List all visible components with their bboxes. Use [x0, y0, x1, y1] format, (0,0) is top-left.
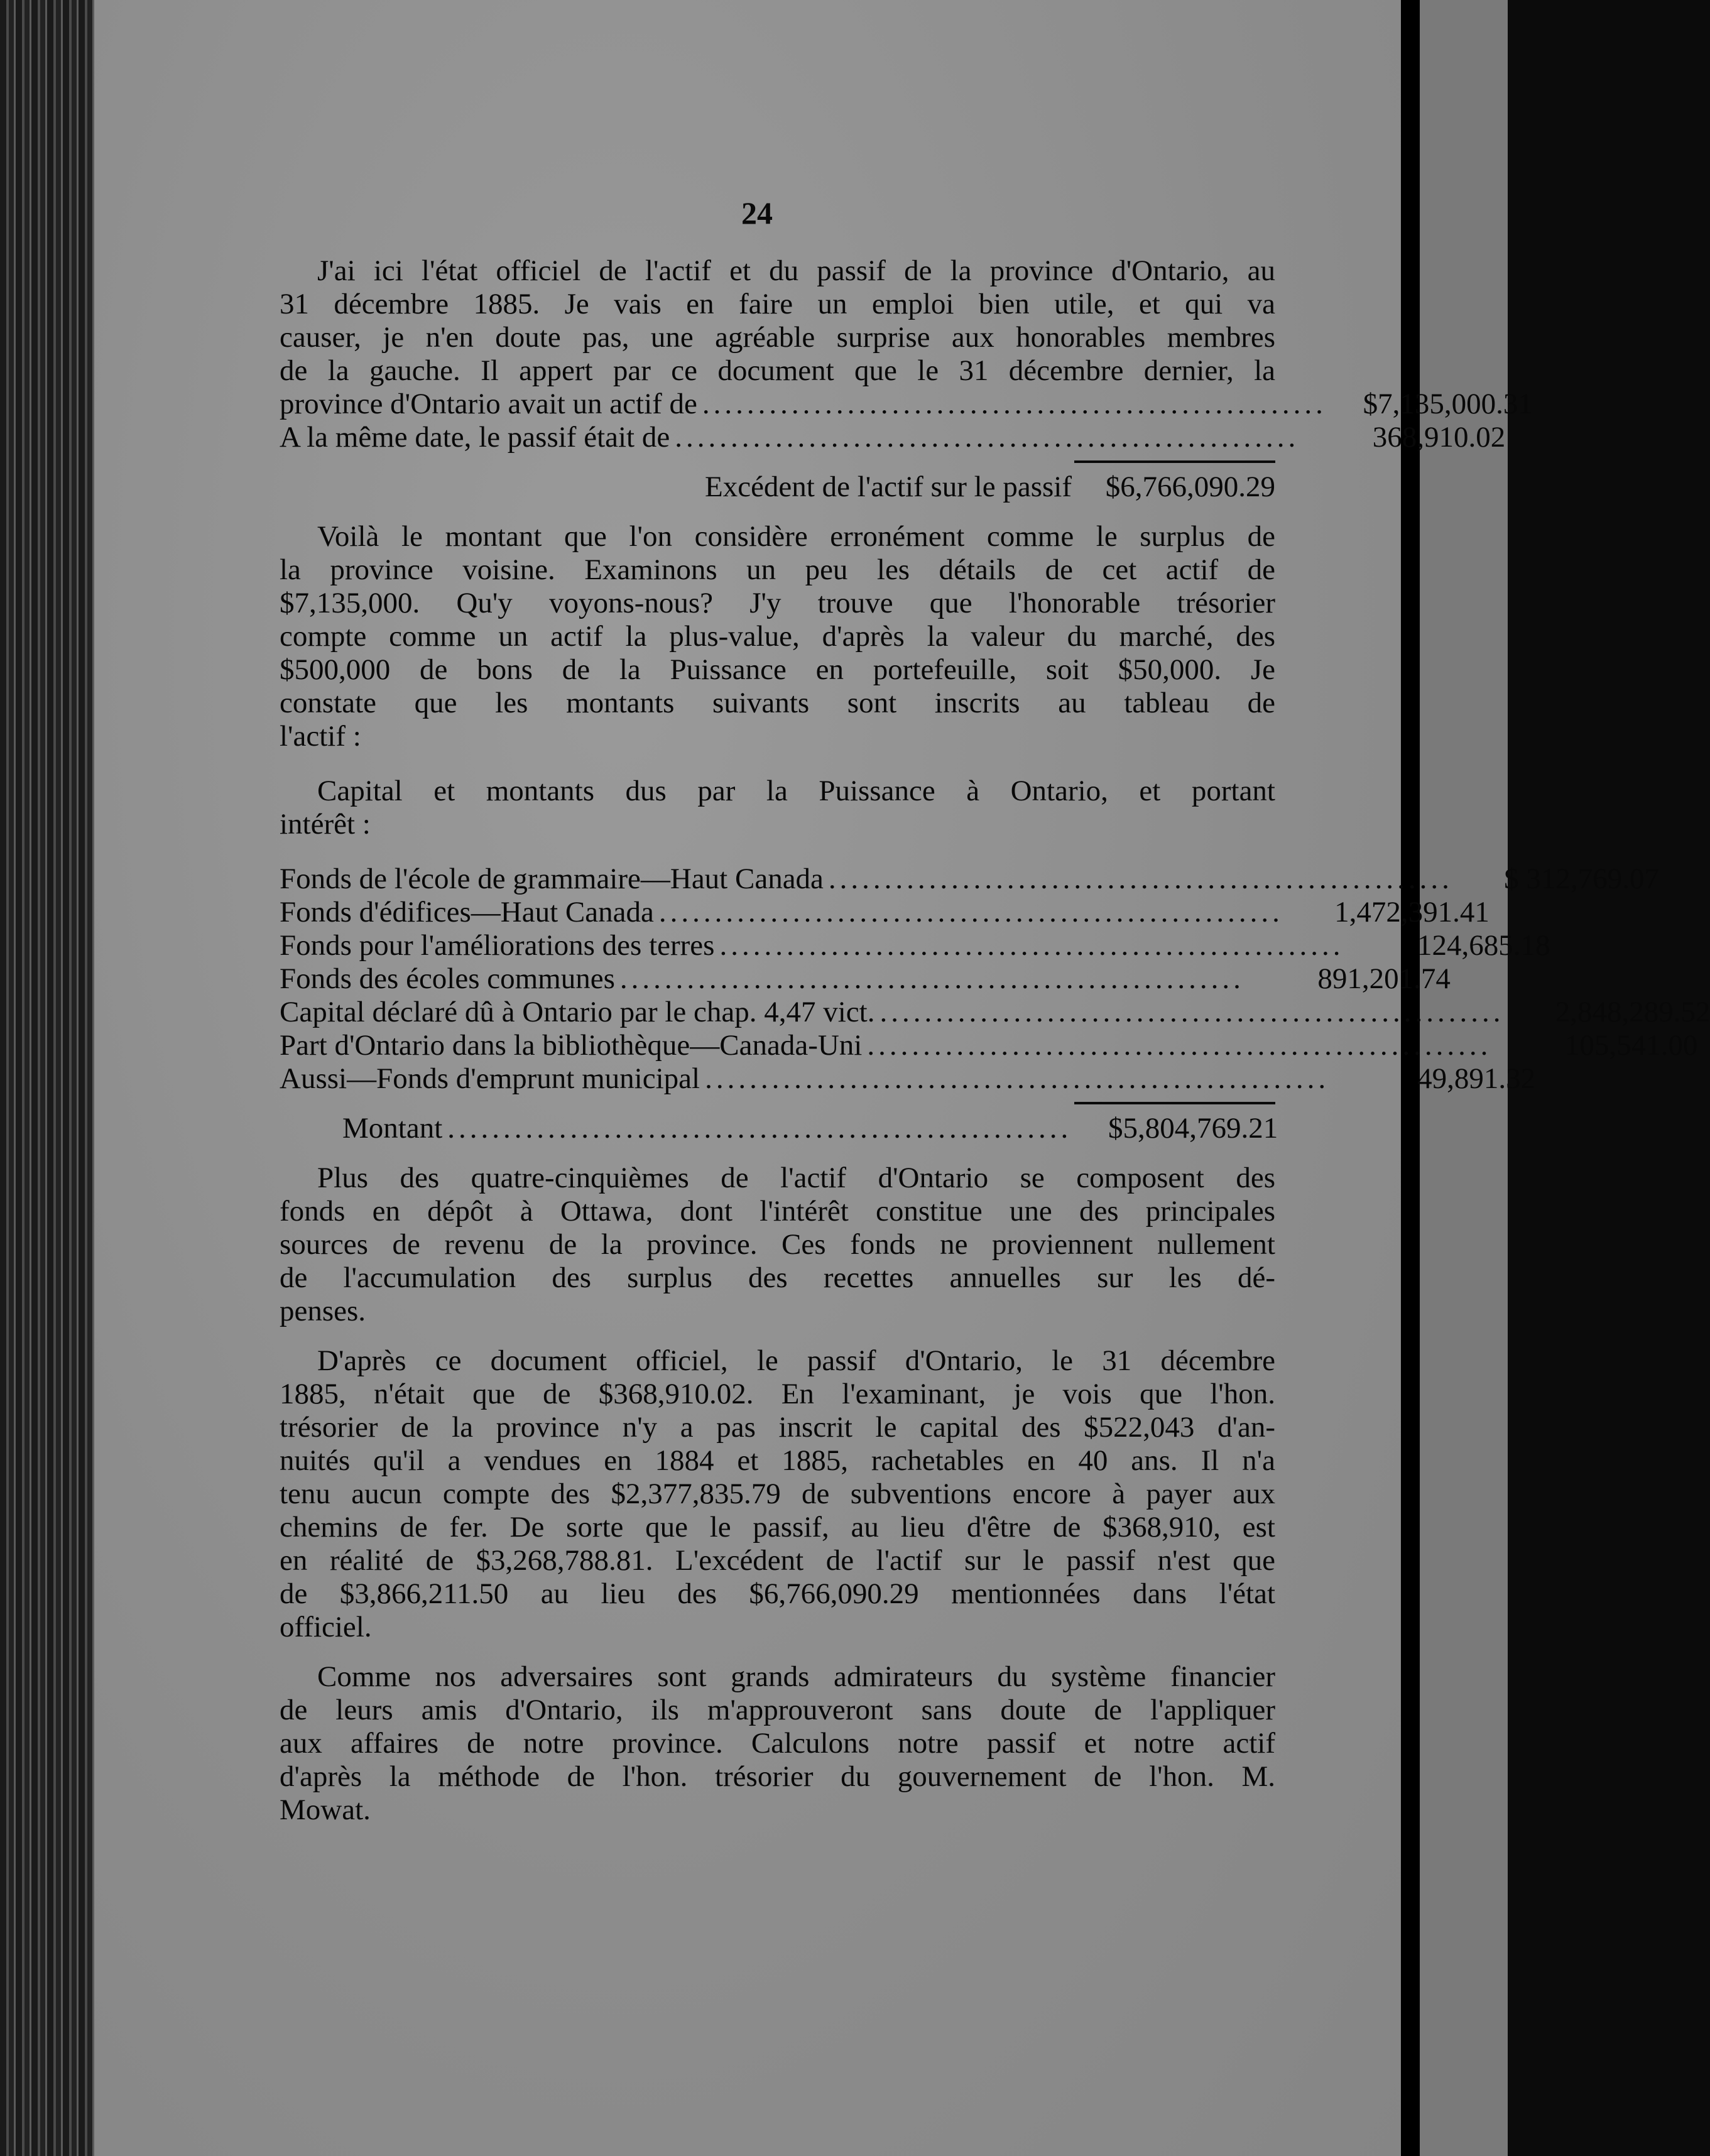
text-line: de $3,866,211.50 au lieu des $6,766,090.29 mentionnées dans l'état — [280, 1577, 1275, 1610]
text-line: la province voisine. Examinons un peu les détails de cet actif de — [280, 553, 1275, 586]
table-row — [280, 929, 1550, 962]
fund-label: Fonds pour l'améliorations des terres — [280, 929, 715, 962]
leader-dots: ........................................................ — [675, 421, 1300, 454]
fund-amount: 2,848,289.52 — [1555, 996, 1710, 1028]
text-line: sources de revenu de la province. Ces fonds ne proviennent nullement — [280, 1228, 1275, 1261]
text-line: Capital et montants dus par la Puissance à Ontario, et portant — [317, 775, 1275, 807]
fund-amount: 124,685.18 — [1417, 929, 1550, 962]
leader-dots: ........................................................ — [880, 996, 1505, 1028]
page-number: 24 — [741, 195, 773, 231]
text-line: 1885, n'était que de $368,910.02. En l'examinant, je vois que l'hon. — [280, 1378, 1275, 1410]
text-line: chemins de fer. De sorte que le passif, au lieu d'être de $368,910, est — [280, 1511, 1275, 1544]
text-line: J'ai ici l'état officiel de l'actif et du passif de la province d'Ontario, au — [317, 254, 1275, 287]
text-line: de l'accumulation des surplus des recettes annuelles sur les dé- — [280, 1261, 1275, 1294]
capital-heading — [280, 775, 1275, 841]
text-line: Plus des quatre-cinquièmes de l'actif d'Ontario se composent des — [317, 1162, 1275, 1194]
passif-row — [280, 421, 1506, 454]
text-line: tenu aucun compte des $2,377,835.79 de subventions encore à payer aux — [280, 1478, 1275, 1510]
sum-rule — [1074, 460, 1275, 463]
leader-dots: ........................................................ — [867, 1029, 1492, 1062]
leader-dots: ........................................................ — [658, 896, 1283, 928]
text-line: aux affaires de notre province. Calculons notre passif et notre actif — [280, 1727, 1275, 1760]
passif-label: A la même date, le passif était de — [280, 421, 670, 454]
fund-label: Aussi—Fonds d'emprunt municipal — [280, 1062, 700, 1095]
table-row — [280, 962, 1451, 996]
montant-label: Montant — [342, 1112, 443, 1145]
excedent-label: Excédent de l'actif sur le passif — [705, 471, 1072, 503]
text-line: compte comme un actif la plus-value, d'après la valeur du marché, des — [280, 620, 1275, 653]
leader-dots: ........................................................ — [619, 962, 1244, 995]
text-line: Mowat. — [280, 1794, 371, 1826]
text-line: Comme nos adversaires sont grands admirateurs du système financier — [317, 1660, 1275, 1693]
fund-amount: 891,201.74 — [1317, 962, 1451, 995]
leader-dots: ........................................................ — [447, 1112, 1072, 1145]
fund-label: Part d'Ontario dans la bibliothèque—Canada-Uni — [280, 1029, 863, 1062]
paragraph-voila — [280, 520, 1275, 753]
table-row — [280, 996, 1710, 1029]
actif-row — [280, 388, 1533, 421]
table-row — [280, 896, 1489, 929]
passif-amount: 368,910.02 — [1372, 421, 1506, 454]
text-line: d'après la méthode de l'hon. trésorier du gouvernement de l'hon. M. — [280, 1760, 1275, 1793]
fund-label: Fonds de l'école de grammaire—Haut Canada — [280, 863, 824, 895]
text-line: l'actif : — [280, 720, 361, 753]
leader-dots: ........................................................ — [719, 929, 1344, 962]
paragraph-passif — [280, 1344, 1275, 1644]
table-row — [280, 1062, 1536, 1096]
text-line: $500,000 de bons de la Puissance en portefeuille, soit $50,000. Je — [280, 653, 1275, 686]
table-row — [280, 1029, 1698, 1062]
fund-label: Capital déclaré dû à Ontario par le chap. 4,47 vict. — [280, 996, 875, 1028]
text-line: $7,135,000. Qu'y voyons-nous? J'y trouve que l'honorable trésorier — [280, 587, 1275, 619]
excedent-row — [280, 471, 1275, 504]
fund-label: Fonds des écoles communes — [280, 962, 615, 995]
text-line: penses. — [280, 1295, 366, 1327]
leader-dots: ........................................................ — [705, 1062, 1330, 1095]
actif-amount: $7,135,000.31 — [1363, 388, 1533, 420]
sum-rule — [1074, 1102, 1275, 1104]
fund-amount: 105,541.00 — [1564, 1029, 1698, 1062]
funds-table — [280, 863, 1710, 1096]
text-line: de leurs amis d'Ontario, ils m'approuveront sans doute de l'appliquer — [280, 1694, 1275, 1726]
page-body — [280, 254, 1710, 1827]
paragraph-quatre-cinquiemes — [280, 1162, 1275, 1328]
montant-row — [280, 1112, 1278, 1145]
book-edge-stack — [0, 0, 94, 2156]
text-line: trésorier de la province n'y a pas inscrit le capital des $522,043 d'an- — [280, 1411, 1275, 1444]
paragraph-adversaires — [280, 1660, 1275, 1827]
text-line: constate que les montants suivants sont inscrits au tableau de — [280, 687, 1275, 719]
text-line: Voilà le montant que l'on considère erronément comme le surplus de — [317, 520, 1275, 553]
excedent-amount: $6,766,090.29 — [1105, 471, 1275, 503]
actif-label: province d'Ontario avait un actif de — [280, 388, 697, 420]
text-line: intérêt : — [280, 808, 371, 841]
intro-paragraph — [280, 254, 1275, 388]
text-line: D'après ce document officiel, le passif d'Ontario, le 31 décembre — [317, 1344, 1275, 1377]
text-line: causer, je n'en doute pas, une agréable surprise aux honorables membres — [280, 321, 1275, 354]
text-line: en réalité de $3,268,788.81. L'excédent de l'actif sur le passif n'est que — [280, 1544, 1275, 1577]
fund-amount: 49,891.32 — [1417, 1062, 1536, 1095]
table-row — [280, 863, 1659, 896]
text-line: officiel. — [280, 1611, 372, 1643]
text-line: 31 décembre 1885. Je vais en faire un emploi bien utile, et qui va — [280, 288, 1275, 320]
leader-dots: ........................................................ — [828, 863, 1453, 895]
text-line: de la gauche. Il appert par ce document que le 31 décembre dernier, la — [280, 354, 1275, 387]
leader-dots: ........................................................ — [702, 388, 1327, 420]
fund-label: Fonds d'édifices—Haut Canada — [280, 896, 654, 928]
fund-amount: 1,472,391.41 — [1334, 896, 1489, 928]
text-line: fonds en dépôt à Ottawa, dont l'intérêt constitue une des principales — [280, 1195, 1275, 1228]
montant-amount: $5,804,769.21 — [1108, 1112, 1278, 1145]
fund-amount: $ 312,769.07 — [1504, 863, 1659, 895]
text-line: nuités qu'il a vendues en 1884 et 1885, rachetables en 40 ans. Il n'a — [280, 1444, 1275, 1477]
